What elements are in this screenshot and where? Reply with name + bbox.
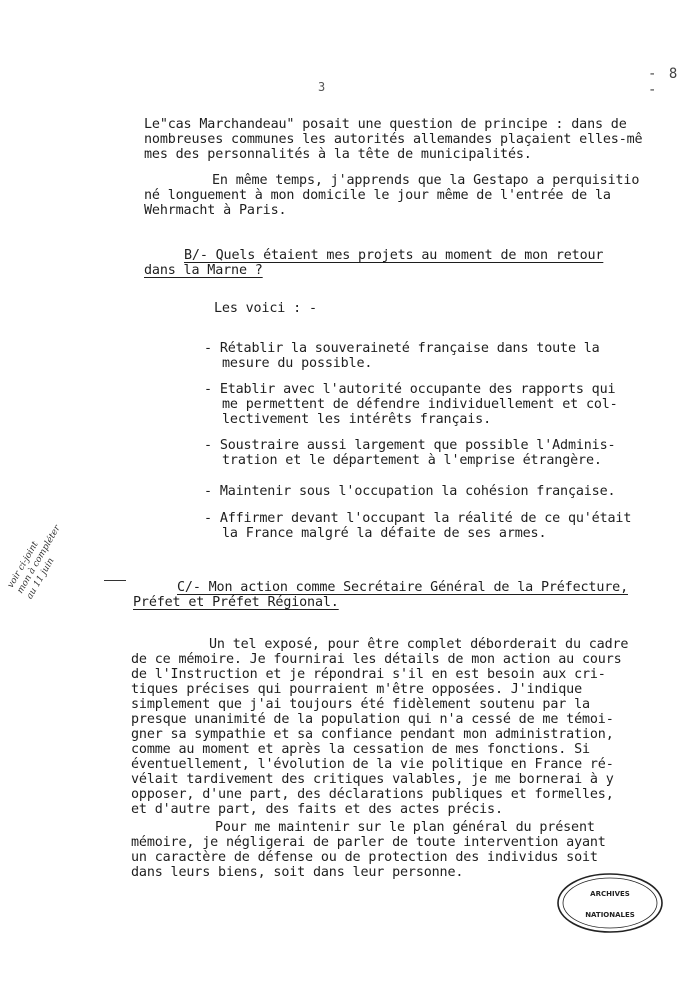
text-line: simplement que j'ai toujours été fidèlement soutenu par la — [131, 697, 590, 712]
paragraph-gestapo — [144, 173, 639, 218]
text-line: comme au moment et après la cessation de mes fonctions. Si — [131, 742, 590, 757]
text-line: un caractère de défense ou de protection des individus soit — [131, 850, 598, 865]
section-b-heading — [144, 248, 603, 278]
les-voici-text: Les voici : - — [214, 301, 317, 316]
list-item-line: - Etablir avec l'autorité occupante des rapports qui — [204, 382, 616, 397]
text-line: En même temps, j'apprends que la Gestapo a perquisitio — [212, 173, 640, 188]
text-line: dans leurs biens, soit dans leur personne. — [131, 865, 464, 880]
list-item — [204, 438, 615, 468]
heading-line: Préfet et Préfet Régional. — [133, 595, 339, 610]
list-item — [204, 382, 618, 427]
list-item-line: la France malgré la défaite de ses armes. — [222, 526, 547, 541]
top-mark: 3 — [318, 80, 326, 94]
stamp-line2: NATIONALES — [585, 911, 635, 919]
text-line: presque unanimité de la population qui n'a cessé de me témoi- — [131, 712, 614, 727]
text-line: de ce mémoire. Je fournirai les détails de mon action au cours — [131, 652, 622, 667]
text-line: et d'autre part, des faits et des actes précis. — [131, 802, 503, 817]
heading-line: C/- Mon action comme Secrétaire Général de la Préfecture, — [177, 580, 628, 595]
list-item-line: me permettent de défendre individuellement et col- — [222, 397, 618, 412]
heading-line: dans la Marne ? — [144, 263, 263, 278]
text-line: Un tel exposé, pour être complet déborderait du cadre — [209, 637, 629, 652]
list-item — [204, 341, 600, 371]
text-line: éventuellement, l'évolution de la vie politique en France ré- — [131, 757, 614, 772]
text-line: mes des personnalités à la tête de municipalités. — [144, 147, 532, 162]
text-line: opposer, d'une part, des déclarations publiques et formelles, — [131, 787, 614, 802]
list-item — [204, 484, 615, 499]
paragraph-conclusion — [131, 820, 606, 880]
list-item-line: - Affirmer devant l'occupant la réalité de ce qu'était — [204, 511, 632, 526]
archives-stamp-icon — [556, 872, 664, 934]
text-line: vélait tardivement des critiques valables, je me bornerai à y — [131, 772, 614, 787]
text-line: nombreuses communes les autorités allemandes plaçaient elles-mê — [144, 132, 643, 147]
paragraph-marchandeau — [144, 117, 642, 162]
text-line: né longuement à mon domicile le jour même de l'entrée de la — [144, 188, 611, 203]
margin-rule — [104, 580, 126, 581]
text-line: Le"cas Marchandeau" posait une question de principe : dans de — [144, 117, 627, 132]
list-item-line: - Rétablir la souveraineté française dans toute la — [204, 341, 600, 356]
list-item-line: tration et le département à l'emprise étrangère. — [222, 453, 602, 468]
list-item — [204, 511, 631, 541]
section-c-heading — [133, 580, 628, 610]
paragraph-action — [131, 637, 628, 817]
text-line: de l'Instruction et je répondrai s'il en est besoin aux cri- — [131, 667, 606, 682]
text-line: Wehrmacht à Paris. — [144, 203, 287, 218]
list-item-line: lectivement les intérêts français. — [222, 412, 492, 427]
heading-line: B/- Quels étaient mes projets au moment de mon retour — [184, 248, 604, 263]
text-line: mémoire, je négligerai de parler de toute intervention ayant — [131, 835, 606, 850]
text-line: Pour me maintenir sur le plan général du présent — [215, 820, 595, 835]
archives-stamp — [556, 872, 664, 934]
list-item-line: mesure du possible. — [222, 356, 373, 371]
stamp-line1: ARCHIVES — [590, 890, 630, 898]
page-number: - 8 - — [648, 66, 680, 98]
text-line: gner sa sympathie et sa confiance pendant mon administration, — [131, 727, 614, 742]
list-item-line: - Soustraire aussi largement que possible l'Adminis- — [204, 438, 616, 453]
text-line: tiques précises qui pourraient m'être opposées. J'indique — [131, 682, 582, 697]
list-item-line: - Maintenir sous l'occupation la cohésion française. — [204, 484, 616, 499]
handwritten-note: voir ci-joint mon à compléter au 11 juin — [6, 523, 63, 601]
